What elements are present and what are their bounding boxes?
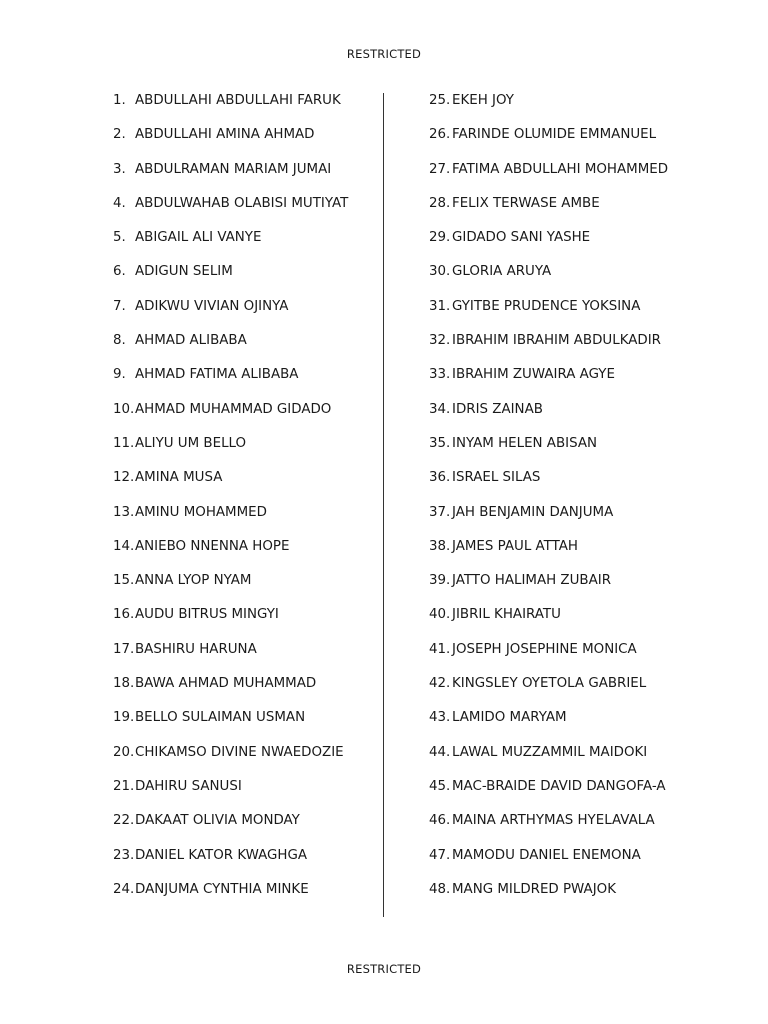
list-item-number: 6. xyxy=(113,264,126,280)
list-item-number: 44. xyxy=(429,744,451,760)
list-item xyxy=(429,92,729,126)
list-item-number: 37. xyxy=(429,504,451,520)
list-item-number: 23. xyxy=(113,847,135,863)
list-item xyxy=(429,195,729,229)
list-item-number: 38. xyxy=(429,538,451,554)
list-item-number: 47. xyxy=(429,847,451,863)
list-item-number: 42. xyxy=(429,676,451,692)
list-item xyxy=(429,538,729,572)
list-item-name: AHMAD MUHAMMAD GIDADO xyxy=(135,401,332,417)
list-item-name: ANIEBO NNENNA HOPE xyxy=(135,538,290,554)
name-list-right-column xyxy=(429,92,729,915)
list-item-number: 33. xyxy=(429,367,451,383)
list-item xyxy=(113,195,375,229)
list-item-name: GYITBE PRUDENCE YOKSINA xyxy=(452,298,641,314)
list-item-number: 19. xyxy=(113,710,135,726)
list-item xyxy=(113,126,375,160)
list-item-name: ABDULLAHI ABDULLAHI FARUK xyxy=(135,93,341,108)
list-item-name: ANNA LYOP NYAM xyxy=(135,573,252,589)
list-item xyxy=(429,229,729,263)
list-item-name: JIBRIL KHAIRATU xyxy=(452,607,561,623)
list-item xyxy=(113,161,375,195)
list-item xyxy=(113,847,375,881)
list-item-name: ABDULWAHAB OLABISI MUTIYAT xyxy=(135,195,349,211)
list-item-name: LAWAL MUZZAMMIL MAIDOKI xyxy=(452,744,648,760)
list-item xyxy=(429,606,729,640)
list-item xyxy=(113,435,375,469)
list-item xyxy=(113,469,375,503)
list-item-number: 12. xyxy=(113,470,135,486)
list-item xyxy=(113,881,375,915)
list-item-number: 43. xyxy=(429,710,451,726)
list-item-name: INYAM HELEN ABISAN xyxy=(452,435,598,451)
list-item-name: GLORIA ARUYA xyxy=(452,264,552,280)
list-item-number: 17. xyxy=(113,641,135,657)
list-item-name: LAMIDO MARYAM xyxy=(452,710,567,726)
header-restricted-marking: RESTRICTED xyxy=(346,47,422,61)
list-item-number: 26. xyxy=(429,127,451,143)
list-item-number: 45. xyxy=(429,778,451,794)
list-item xyxy=(113,332,375,366)
list-item-number: 36. xyxy=(429,470,451,486)
list-item-number: 40. xyxy=(429,607,451,623)
list-item-name: MAC-BRAIDE DAVID DANGOFA-A xyxy=(452,778,666,794)
list-item-name: ISRAEL SILAS xyxy=(452,470,541,486)
list-item xyxy=(429,641,729,675)
list-item xyxy=(113,812,375,846)
list-item-number: 29. xyxy=(429,230,451,246)
list-item xyxy=(429,332,729,366)
list-item-number: 15. xyxy=(113,573,135,589)
list-item-number: 16. xyxy=(113,607,135,623)
list-item-name: JATTO HALIMAH ZUBAIR xyxy=(452,573,612,589)
list-item-number: 9. xyxy=(113,367,126,383)
list-item xyxy=(113,92,375,126)
list-item-number: 2. xyxy=(113,127,126,143)
list-item-name: KINGSLEY OYETOLA GABRIEL xyxy=(452,676,647,692)
list-item-name: DANIEL KATOR KWAGHGA xyxy=(135,847,308,863)
list-item xyxy=(113,229,375,263)
list-item xyxy=(429,778,729,812)
list-item-name: ALIYU UM BELLO xyxy=(135,435,247,451)
list-item xyxy=(113,744,375,778)
list-item-name: IBRAHIM IBRAHIM ABDULKADIR xyxy=(452,333,661,349)
list-item-name: JAH BENJAMIN DANJUMA xyxy=(452,504,614,520)
list-item-name: FARINDE OLUMIDE EMMANUEL xyxy=(452,127,657,143)
list-item-number: 20. xyxy=(113,744,135,760)
list-item-name: AHMAD FATIMA ALIBABA xyxy=(135,367,299,383)
list-item-name: BELLO SULAIMAN USMAN xyxy=(135,710,306,726)
list-item xyxy=(429,812,729,846)
list-item xyxy=(429,298,729,332)
list-item xyxy=(429,401,729,435)
name-list-left-column xyxy=(113,92,375,915)
list-item-number: 35. xyxy=(429,435,451,451)
list-item-name: ADIGUN SELIM xyxy=(135,264,233,280)
list-item xyxy=(113,504,375,538)
list-item-name: FATIMA ABDULLAHI MOHAMMED xyxy=(452,161,669,177)
list-item xyxy=(113,641,375,675)
list-item-number: 21. xyxy=(113,778,135,794)
list-item xyxy=(429,435,729,469)
list-item-name: ADIKWU VIVIAN OJINYA xyxy=(135,298,289,314)
list-item xyxy=(429,366,729,400)
list-item xyxy=(429,126,729,160)
list-item xyxy=(429,161,729,195)
list-item-name: ABDULRAMAN MARIAM JUMAI xyxy=(135,161,332,177)
list-item-name: BASHIRU HARUNA xyxy=(135,641,257,657)
list-item xyxy=(113,366,375,400)
list-item-number: 28. xyxy=(429,195,451,211)
list-item-name: AMINA MUSA xyxy=(135,470,223,486)
list-item xyxy=(113,572,375,606)
list-item-number: 30. xyxy=(429,264,451,280)
list-item xyxy=(429,881,729,915)
list-item-name: CHIKAMSO DIVINE NWAEDOZIE xyxy=(135,744,344,760)
list-item-name: MAINA ARTHYMAS HYELAVALA xyxy=(452,813,655,829)
list-item xyxy=(429,572,729,606)
list-item-number: 27. xyxy=(429,161,451,177)
list-item xyxy=(113,401,375,435)
list-item-number: 46. xyxy=(429,813,451,829)
list-item-name: AMINU MOHAMMED xyxy=(135,504,267,520)
list-item-name: BAWA AHMAD MUHAMMAD xyxy=(135,676,317,692)
list-item-number: 22. xyxy=(113,813,135,829)
list-item-name: IDRIS ZAINAB xyxy=(452,401,543,417)
list-item-name: FELIX TERWASE AMBE xyxy=(452,195,600,211)
list-item xyxy=(113,709,375,743)
list-item-number: 25. xyxy=(429,93,451,108)
list-item-number: 3. xyxy=(113,161,126,177)
footer-restricted-marking: RESTRICTED xyxy=(346,962,422,976)
list-item-number: 41. xyxy=(429,641,451,657)
list-item-number: 34. xyxy=(429,401,451,417)
list-item-number: 39. xyxy=(429,573,451,589)
list-item-name: ABDULLAHI AMINA AHMAD xyxy=(135,127,315,143)
list-item-number: 32. xyxy=(429,333,451,349)
list-item xyxy=(429,263,729,297)
list-item-name: ABIGAIL ALI VANYE xyxy=(135,230,262,246)
list-item-name: IBRAHIM ZUWAIRA AGYE xyxy=(452,367,615,383)
list-item xyxy=(113,606,375,640)
list-item-name: AUDU BITRUS MINGYI xyxy=(135,607,279,623)
list-item-number: 8. xyxy=(113,333,126,349)
list-item-number: 4. xyxy=(113,195,126,211)
list-item-name: MAMODU DANIEL ENEMONA xyxy=(452,847,641,863)
list-item-number: 11. xyxy=(113,435,135,451)
list-item-number: 10. xyxy=(113,401,135,417)
list-item-name: JOSEPH JOSEPHINE MONICA xyxy=(452,641,637,657)
list-item-number: 24. xyxy=(113,881,135,897)
list-item xyxy=(113,675,375,709)
list-item-number: 5. xyxy=(113,230,126,246)
list-item-name: DAKAAT OLIVIA MONDAY xyxy=(135,813,300,829)
list-item-name: AHMAD ALIBABA xyxy=(135,333,247,349)
list-item xyxy=(429,469,729,503)
list-item-number: 31. xyxy=(429,298,451,314)
list-item-name: JAMES PAUL ATTAH xyxy=(452,538,578,554)
list-item xyxy=(429,504,729,538)
list-item-name: DANJUMA CYNTHIA MINKE xyxy=(135,881,309,897)
list-item xyxy=(113,298,375,332)
list-item xyxy=(113,263,375,297)
list-item-number: 13. xyxy=(113,504,135,520)
list-item-name: EKEH JOY xyxy=(452,93,514,108)
list-item-number: 48. xyxy=(429,881,451,897)
list-item xyxy=(429,847,729,881)
list-item xyxy=(113,538,375,572)
list-item-name: MANG MILDRED PWAJOK xyxy=(452,881,616,897)
list-item-name: DAHIRU SANUSI xyxy=(135,778,242,794)
list-item xyxy=(429,675,729,709)
list-item-number: 1. xyxy=(113,93,126,108)
list-item-name: GIDADO SANI YASHE xyxy=(452,230,591,246)
list-item-number: 18. xyxy=(113,676,135,692)
list-item-number: 7. xyxy=(113,298,126,314)
list-item-number: 14. xyxy=(113,538,135,554)
column-divider xyxy=(383,93,384,917)
list-item xyxy=(429,744,729,778)
list-item xyxy=(429,709,729,743)
list-item xyxy=(113,778,375,812)
